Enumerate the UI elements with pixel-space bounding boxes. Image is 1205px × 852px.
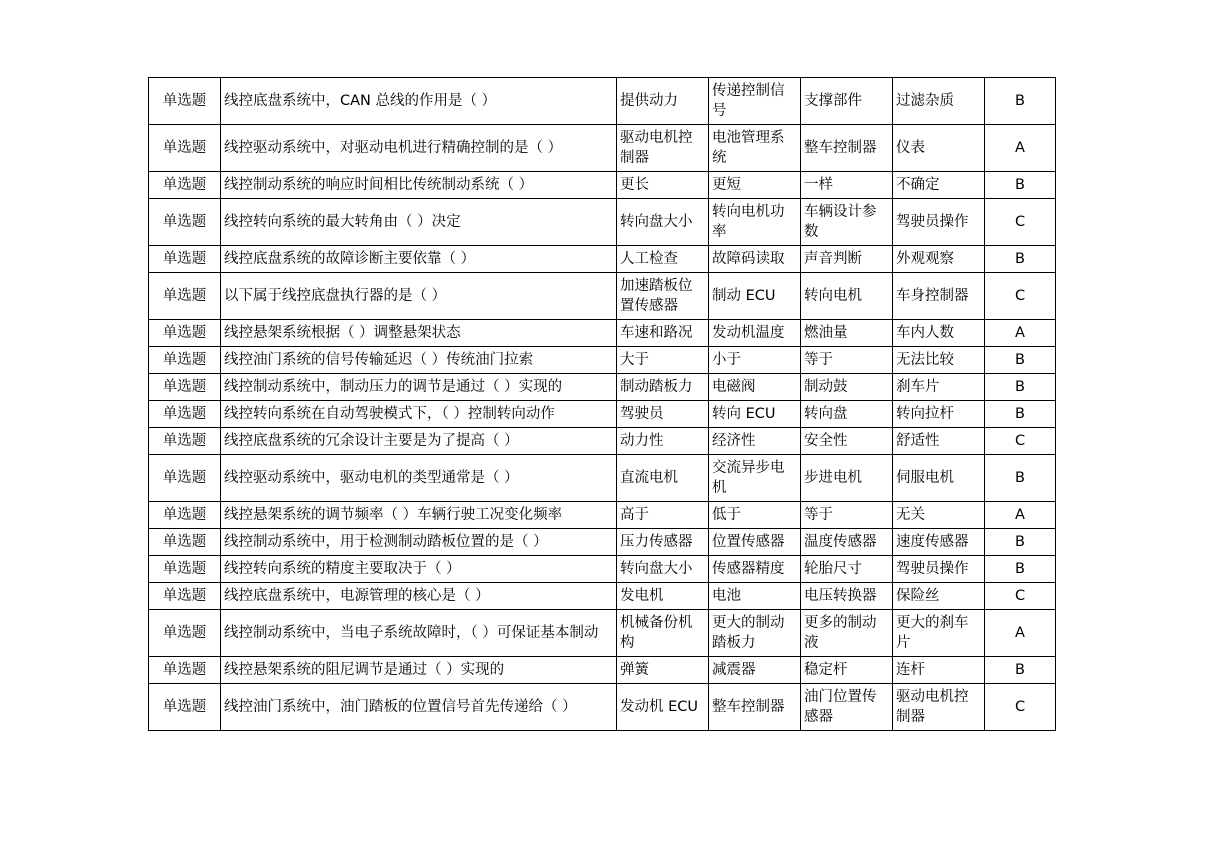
question-type-cell: 单选题 [149,583,221,610]
question-text-cell: 以下属于线控底盘执行器的是（ ） [221,273,617,320]
option-b-cell: 转向 ECU [709,401,801,428]
table-row [149,125,1056,172]
option-c-cell: 安全性 [801,428,893,455]
option-c-cell: 更多的制动液 [801,610,893,657]
question-type-cell: 单选题 [149,684,221,731]
option-a-cell: 转向盘大小 [617,199,709,246]
table-row [149,455,1056,502]
question-type-cell: 单选题 [149,347,221,374]
answer-cell: C [985,199,1056,246]
table-row [149,428,1056,455]
question-type-cell: 单选题 [149,78,221,125]
answer-cell: A [985,502,1056,529]
question-text-cell: 线控制动系统中，制动压力的调节是通过（ ）实现的 [221,374,617,401]
option-c-cell: 转向盘 [801,401,893,428]
option-b-cell: 交流异步电机 [709,455,801,502]
question-text-cell: 线控油门系统的信号传输延迟（ ）传统油门拉索 [221,347,617,374]
answer-cell: B [985,455,1056,502]
option-d-cell: 过滤杂质 [893,78,985,125]
question-table [148,77,1056,731]
answer-cell: A [985,610,1056,657]
option-d-cell: 转向拉杆 [893,401,985,428]
option-b-cell: 传感器精度 [709,556,801,583]
option-b-cell: 低于 [709,502,801,529]
option-d-cell: 刹车片 [893,374,985,401]
question-text-cell: 线控底盘系统的故障诊断主要依靠（ ） [221,246,617,273]
option-d-cell: 无法比较 [893,347,985,374]
option-d-cell: 外观观察 [893,246,985,273]
question-type-cell: 单选题 [149,657,221,684]
table-row [149,610,1056,657]
question-type-cell: 单选题 [149,556,221,583]
question-text-cell: 线控制动系统的响应时间相比传统制动系统（ ） [221,172,617,199]
table-row [149,273,1056,320]
answer-cell: B [985,374,1056,401]
option-b-cell: 经济性 [709,428,801,455]
option-c-cell: 整车控制器 [801,125,893,172]
question-text-cell: 线控制动系统中，当电子系统故障时，（ ）可保证基本制动 [221,610,617,657]
option-d-cell: 伺服电机 [893,455,985,502]
option-c-cell: 温度传感器 [801,529,893,556]
table-row [149,401,1056,428]
option-a-cell: 更长 [617,172,709,199]
question-type-cell: 单选题 [149,246,221,273]
question-type-cell: 单选题 [149,610,221,657]
option-b-cell: 发动机温度 [709,320,801,347]
option-a-cell: 发动机 ECU [617,684,709,731]
option-b-cell: 小于 [709,347,801,374]
option-b-cell: 转向电机功率 [709,199,801,246]
option-b-cell: 整车控制器 [709,684,801,731]
table-row [149,502,1056,529]
question-type-cell: 单选题 [149,374,221,401]
option-d-cell: 车身控制器 [893,273,985,320]
option-d-cell: 更大的刹车片 [893,610,985,657]
question-text-cell: 线控驱动系统中，驱动电机的类型通常是（ ） [221,455,617,502]
question-text-cell: 线控底盘系统的冗余设计主要是为了提高（ ） [221,428,617,455]
option-c-cell: 等于 [801,347,893,374]
option-d-cell: 无关 [893,502,985,529]
option-c-cell: 声音判断 [801,246,893,273]
answer-cell: B [985,172,1056,199]
answer-cell: C [985,583,1056,610]
answer-cell: B [985,556,1056,583]
option-a-cell: 发电机 [617,583,709,610]
option-d-cell: 驾驶员操作 [893,199,985,246]
answer-cell: C [985,273,1056,320]
question-text-cell: 线控驱动系统中，对驱动电机进行精确控制的是（ ） [221,125,617,172]
option-c-cell: 等于 [801,502,893,529]
option-c-cell: 支撑部件 [801,78,893,125]
answer-cell: B [985,246,1056,273]
question-text-cell: 线控转向系统的最大转角由（ ）决定 [221,199,617,246]
option-c-cell: 油门位置传感器 [801,684,893,731]
question-text-cell: 线控油门系统中，油门踏板的位置信号首先传递给（ ） [221,684,617,731]
question-type-cell: 单选题 [149,455,221,502]
option-a-cell: 驾驶员 [617,401,709,428]
table-row [149,78,1056,125]
question-type-cell: 单选题 [149,273,221,320]
option-c-cell: 电压转换器 [801,583,893,610]
option-a-cell: 大于 [617,347,709,374]
question-text-cell: 线控悬架系统的调节频率（ ）车辆行驶工况变化频率 [221,502,617,529]
option-d-cell: 车内人数 [893,320,985,347]
option-a-cell: 人工检查 [617,246,709,273]
question-type-cell: 单选题 [149,529,221,556]
answer-cell: B [985,401,1056,428]
option-d-cell: 保险丝 [893,583,985,610]
option-c-cell: 一样 [801,172,893,199]
question-type-cell: 单选题 [149,199,221,246]
option-c-cell: 车辆设计参数 [801,199,893,246]
table-row [149,657,1056,684]
option-a-cell: 制动踏板力 [617,374,709,401]
option-a-cell: 弹簧 [617,657,709,684]
question-type-cell: 单选题 [149,401,221,428]
option-d-cell: 连杆 [893,657,985,684]
answer-cell: B [985,347,1056,374]
option-a-cell: 动力性 [617,428,709,455]
option-d-cell: 舒适性 [893,428,985,455]
table-row [149,246,1056,273]
question-text-cell: 线控底盘系统中，电源管理的核心是（ ） [221,583,617,610]
option-a-cell: 机械备份机构 [617,610,709,657]
table-row [149,583,1056,610]
answer-cell: A [985,125,1056,172]
option-a-cell: 高于 [617,502,709,529]
option-a-cell: 直流电机 [617,455,709,502]
option-a-cell: 提供动力 [617,78,709,125]
question-text-cell: 线控制动系统中，用于检测制动踏板位置的是（ ） [221,529,617,556]
question-type-cell: 单选题 [149,172,221,199]
option-d-cell: 速度传感器 [893,529,985,556]
option-c-cell: 轮胎尺寸 [801,556,893,583]
option-b-cell: 电磁阀 [709,374,801,401]
option-a-cell: 加速踏板位置传感器 [617,273,709,320]
option-d-cell: 驱动电机控制器 [893,684,985,731]
option-b-cell: 位置传感器 [709,529,801,556]
answer-cell: B [985,78,1056,125]
answer-cell: B [985,529,1056,556]
question-text-cell: 线控底盘系统中，CAN 总线的作用是（ ） [221,78,617,125]
answer-cell: B [985,657,1056,684]
question-type-cell: 单选题 [149,428,221,455]
option-b-cell: 故障码读取 [709,246,801,273]
option-c-cell: 步进电机 [801,455,893,502]
option-b-cell: 传递控制信号 [709,78,801,125]
option-b-cell: 制动 ECU [709,273,801,320]
table-row [149,320,1056,347]
answer-cell: A [985,320,1056,347]
table-row [149,347,1056,374]
question-type-cell: 单选题 [149,125,221,172]
question-type-cell: 单选题 [149,320,221,347]
option-b-cell: 更短 [709,172,801,199]
table-row [149,374,1056,401]
question-text-cell: 线控悬架系统的阻尼调节是通过（ ）实现的 [221,657,617,684]
question-text-cell: 线控悬架系统根据（ ）调整悬架状态 [221,320,617,347]
option-a-cell: 转向盘大小 [617,556,709,583]
option-a-cell: 驱动电机控制器 [617,125,709,172]
option-b-cell: 减震器 [709,657,801,684]
option-a-cell: 车速和路况 [617,320,709,347]
table-row [149,684,1056,731]
table-row [149,199,1056,246]
option-b-cell: 电池管理系统 [709,125,801,172]
answer-cell: C [985,428,1056,455]
table-row [149,172,1056,199]
option-c-cell: 转向电机 [801,273,893,320]
question-text-cell: 线控转向系统的精度主要取决于（ ） [221,556,617,583]
option-d-cell: 驾驶员操作 [893,556,985,583]
option-d-cell: 仪表 [893,125,985,172]
table-row [149,529,1056,556]
question-text-cell: 线控转向系统在自动驾驶模式下，（ ）控制转向动作 [221,401,617,428]
question-table-body [149,78,1056,731]
option-a-cell: 压力传感器 [617,529,709,556]
table-row [149,556,1056,583]
option-c-cell: 稳定杆 [801,657,893,684]
option-c-cell: 制动鼓 [801,374,893,401]
option-d-cell: 不确定 [893,172,985,199]
question-type-cell: 单选题 [149,502,221,529]
option-c-cell: 燃油量 [801,320,893,347]
answer-cell: C [985,684,1056,731]
option-b-cell: 更大的制动踏板力 [709,610,801,657]
option-b-cell: 电池 [709,583,801,610]
